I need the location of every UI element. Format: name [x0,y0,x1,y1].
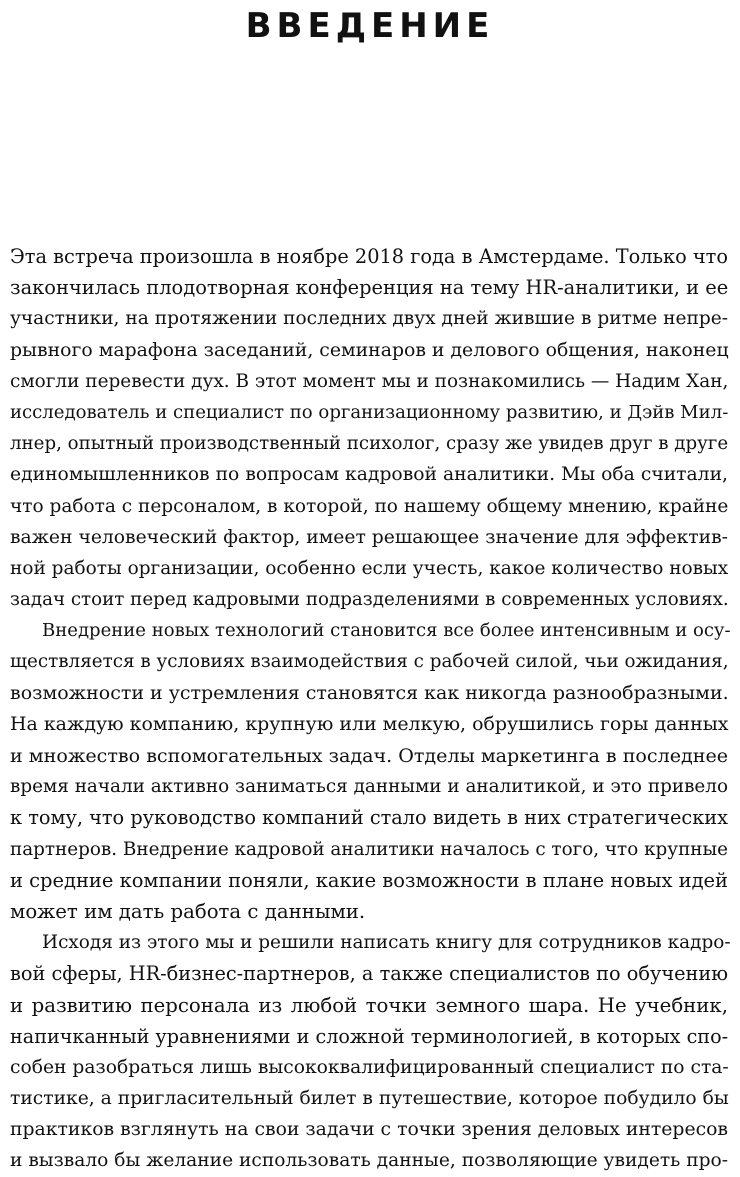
text-line: вой сферы, HR-бизнес-партнеров, а также специалистов по обучению [10,962,728,986]
text-line: время начали активно заниматься данными и аналитикой, и это привело [10,776,728,798]
text-line: Внедрение новых технологий становится все более интенсивным и осу- [42,620,731,642]
text-line: Эта встреча произошла в ноябре 2018 года в Амстердаме. Только что [10,245,728,268]
text-line: собен разобраться лишь высококвалифицированный специалист по ста- [10,1056,729,1078]
text-line: лнер, опытный производственный психолог, сразу же увидев друг в друге [10,433,729,455]
text-line: тистике, а пригласительный билет в путешествие, которое побудило бы [10,1088,729,1110]
text-line: партнеров. Внедрение кадровой аналитики началось с того, что крупные [10,838,728,860]
text-line: возможности и устремления становятся как никогда разнообразными. [10,681,729,704]
text-line: участники, на протяжении последних двух дней жившие в ритме непре- [10,308,728,330]
text-line: и множество вспомогательных задач. Отделы маркетинга в последнее [10,744,729,767]
text-line: исследователь и специалист по организационному развитию, и Дэйв Мил- [10,401,729,423]
text-line: важен человеческий фактор, имеет решающее значение для эффектив- [10,526,728,548]
text-line: и развитию персонала из любой точки земного шара. Не учебник, [10,993,728,1017]
text-line: На каждую компанию, крупную или мелкую, обрушились горы данных [10,712,729,735]
text-line: практиков взглянуть на свои задачи с точки зрения деловых интересов [10,1119,728,1141]
text-line: смогли перевести дух. В этот момент мы и познакомились — Надим Хан, [10,370,729,392]
text-line: задач стоит перед кадровыми подразделениями в современных условиях. [10,589,729,611]
text-line: напичканный уравнениями и сложной терминологией, в которых спо- [10,1024,729,1048]
text-line: может им дать работа с данными. [10,899,366,923]
body-text [10,241,731,1177]
text-line: ной работы организации, особенно если учесть, какое количество новых [10,557,729,579]
text-line: закончилась плодотворная конференция на тему HR-аналитики, и ее [10,276,729,300]
text-line: ществляется в условиях взаимодействия с рабочей силой, чьи ожидания, [10,651,729,673]
text-line: к тому, что руководство компаний стало видеть в них стратегических [10,806,728,830]
text-line: Исходя из этого мы и решили написать книгу для сотрудников кадро- [42,932,731,954]
text-line: и вызвало бы желание использовать данные, позволяющие увидеть про- [10,1150,728,1172]
text-line: рывного марафона заседаний, семинаров и делового общения, наконец [10,339,729,361]
text-line: что работа с персоналом, в которой, по нашему общему мнению, крайне [10,495,729,517]
chapter-title: ВВЕДЕНИЕ [245,6,495,46]
text-line: единомышленников по вопросам кадровой аналитики. Мы оба считали, [10,464,728,486]
text-line: и средние компании поняли, какие возможности в плане новых идей [10,868,728,892]
